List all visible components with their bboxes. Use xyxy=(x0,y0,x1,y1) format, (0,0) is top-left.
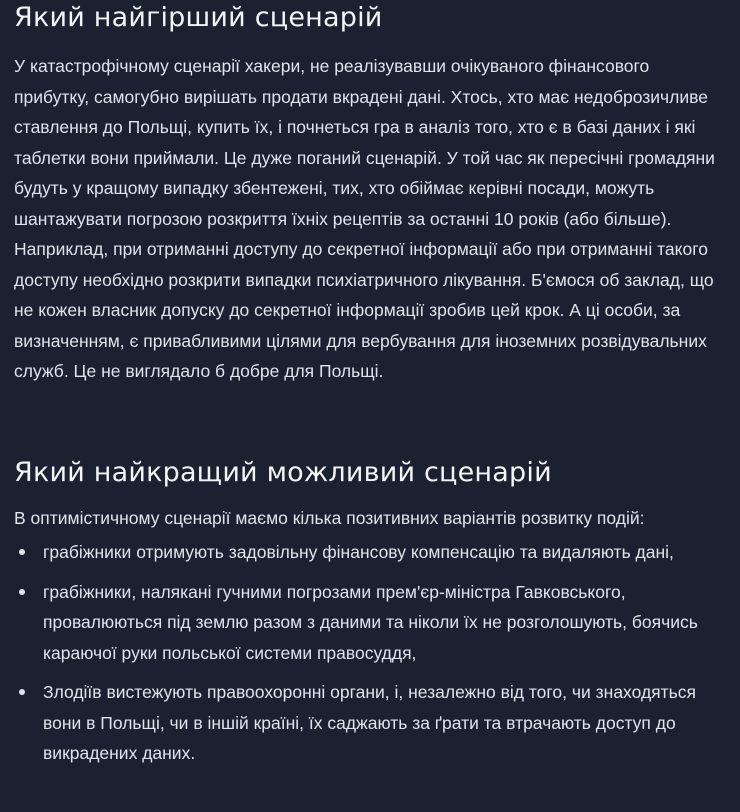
section-heading-worst-case: Який найгірший сценарій xyxy=(14,2,383,33)
list-item-text: грабіжники, налякані гучними погрозами прем'єр-міністра Гавковського, провалюються під землю разом з даними та ніколи їх не розголошують, боячись караючої руки польської системи правосуддя, xyxy=(43,581,698,663)
list-item-text: грабіжники отримують задовільну фінансову компенсацію та видаляють дані, xyxy=(43,542,674,562)
section-heading-best-case: Який найкращий можливий сценарій xyxy=(14,456,552,488)
bullet-icon xyxy=(19,549,25,555)
list-item xyxy=(14,537,726,568)
section-paragraph-worst-case: У катастрофічному сценарії хакери, не реалізувавши очікуваного фінансового прибутку, самогубно вирішать продати вкрадені дані. Хтось, хто має недоброзичливе ставлення до Польщі, купить їх, і почнеться гра в аналіз того, хто є в базі даних і які таблетки вони приймали. Це дуже поганий сценарій. У той час як пересічні громадяни будуть у кращому випадку збентежені, тих, хто обіймає керівні посади, можуть шантажувати погрозою розкриття їхніх рецептів за останні 10 років (або більше). Наприклад, при отриманні доступу до секретної інформації або при отриманні такого доступу необхідно розкрити випадки психіатричного лікування. Б'ємося об заклад, що не кожен власник допуску до секретної інформації зробив цей крок. А ці особи, за визначенням, є привабливими цілями для вербування для іноземних розвідувальних служб. Це не виглядало б добре для Польщі. xyxy=(14,56,715,381)
best-case-list xyxy=(14,537,726,769)
bullet-icon xyxy=(19,689,25,695)
list-item xyxy=(14,577,726,669)
list-item xyxy=(14,677,726,769)
bullet-icon xyxy=(19,589,25,595)
list-item-text: Злодіїв вистежують правоохоронні органи, і, незалежно від того, чи знаходяться вони в Польщі, чи в іншій країні, їх саджають за ґрати та втрачають доступ до викрадених даних. xyxy=(43,682,696,763)
section-paragraph-best-case: В оптимістичному сценарії маємо кілька позитивних варіантів розвитку подій: xyxy=(14,507,645,528)
